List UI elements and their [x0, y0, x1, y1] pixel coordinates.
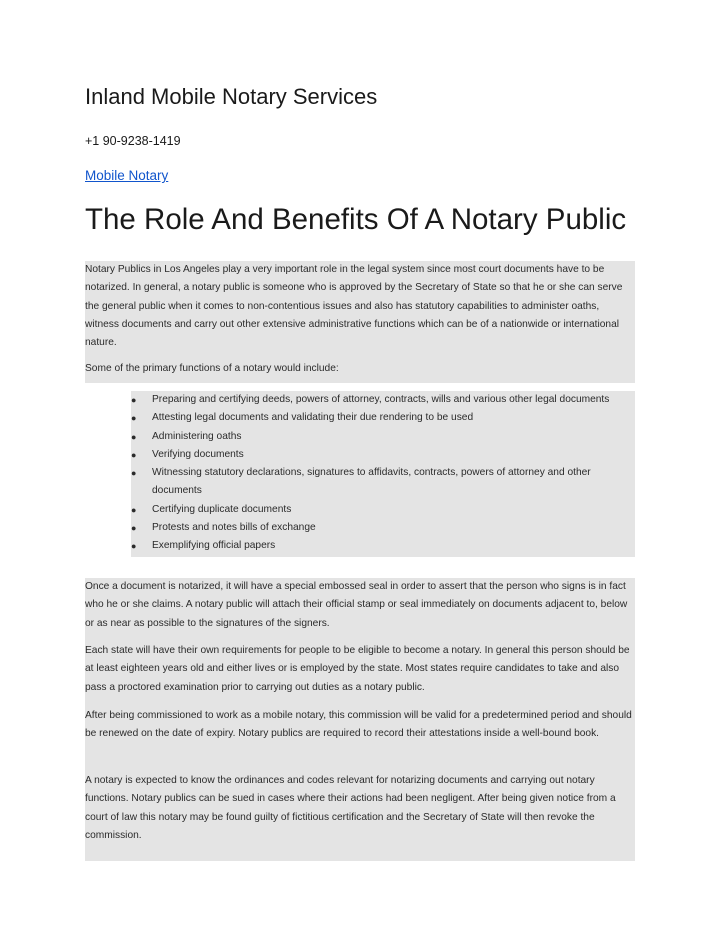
functions-list: [85, 391, 635, 556]
requirements-paragraph: Each state will have their own requirements for people to be eligible to become a notary. In general this person should be at least eighteen years old and either lives or is employed by the state. Most states require candidates to take and also pass a proctored examination prior to carrying out duties as a notary public.: [85, 645, 630, 693]
commission-paragraph: After being commissioned to work as a mobile notary, this commission will be valid for a predetermined period and should be renewed on the date of expiry. Notary publics are required to record their attestations inside a well-bound book.: [85, 710, 632, 740]
list-item: [85, 464, 635, 501]
bullet-icon: ●: [131, 449, 137, 460]
list-item-text: Exemplifying official papers: [152, 540, 276, 552]
details-section: [85, 578, 635, 861]
list-item: [85, 409, 635, 427]
list-item: [85, 391, 635, 409]
functions-section: [85, 391, 635, 557]
list-item-text: Protests and notes bills of exchange: [152, 522, 316, 534]
phone-number: +1 90-9238-1419: [85, 134, 181, 148]
bullet-icon: ●: [131, 468, 137, 479]
intro-section: [85, 261, 635, 383]
article-heading: The Role And Benefits Of A Notary Public: [85, 203, 627, 236]
intro-paragraph: Notary Publics in Los Angeles play a very important role in the legal system since most court documents have to be notarized. In general, a notary public is someone who is approved by the Secretary of State so that he or she can serve the general public when it comes to non-contentious issues and also has statutory capabilities to administer oaths, witness documents and carry out other extensive administrative functions which can be of a nationwide or international nature.: [85, 264, 623, 349]
ordinances-paragraph: A notary is expected to know the ordinances and codes relevant for notarizing documents and carrying out notary functions. Notary publics can be sued in cases where their actions had been negligent. After being given notice from a court of law this notary may be found guilty of fictitious certification and the Secretary of State will then revoke the commission.: [85, 775, 616, 841]
list-item-text: Attesting legal documents and validating their due rendering to be used: [152, 412, 474, 424]
list-item-text: Certifying duplicate documents: [152, 503, 292, 515]
bullet-icon: ●: [131, 504, 137, 515]
list-item: [85, 501, 635, 519]
list-item: [85, 537, 635, 555]
list-item-text: Witnessing statutory declarations, signatures to affidavits, contracts, powers of attorney and other documents: [152, 467, 591, 497]
bullet-icon: ●: [131, 413, 137, 424]
list-item: [85, 446, 635, 464]
list-item-text: Preparing and certifying deeds, powers of attorney, contracts, wills and various other legal documents: [152, 394, 610, 405]
mobile-notary-link[interactable]: Mobile Notary: [85, 168, 169, 183]
bullet-icon: ●: [131, 395, 137, 405]
bullet-icon: ●: [131, 431, 137, 442]
bullet-icon: ●: [131, 523, 137, 534]
list-item: [85, 519, 635, 537]
list-item: [85, 428, 635, 446]
bullet-icon: ●: [131, 541, 137, 552]
functions-intro: Some of the primary functions of a notary would include:: [85, 363, 339, 374]
list-item-text: Verifying documents: [152, 448, 244, 460]
document-title: Inland Mobile Notary Services: [85, 84, 378, 109]
seal-paragraph: Once a document is notarized, it will have a special embossed seal in order to assert that the person who signs is in fact who he or she claims. A notary public will attach their official stamp or seal immediately on documents adjacent to, below or as near as possible to the signatures of the signers.: [85, 581, 628, 629]
list-item-text: Administering oaths: [152, 430, 242, 442]
